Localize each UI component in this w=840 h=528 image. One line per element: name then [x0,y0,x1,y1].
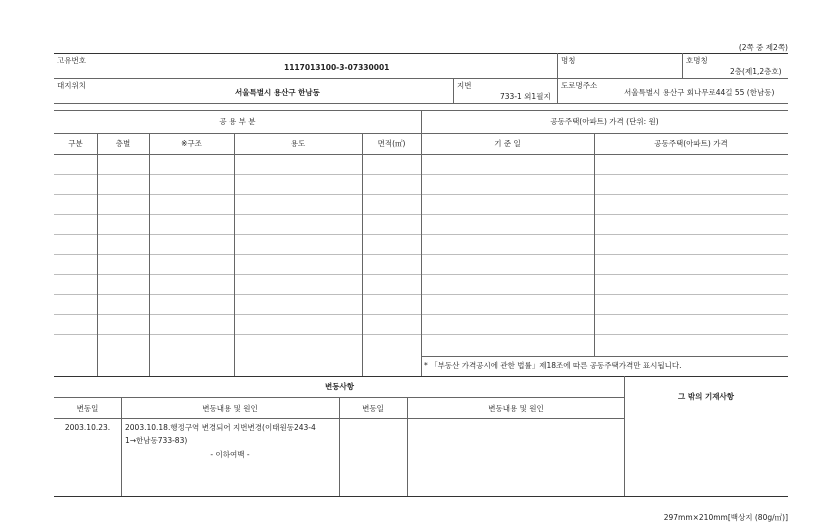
header-bottom-border [54,103,788,104]
col-base-date: 기 준 일 [494,139,521,148]
page-number-note: (2쪽 중 제2쪽) [738,43,788,52]
price-col-divider [594,133,595,356]
changes-title: 변동사항 [325,382,354,391]
paper-spec-footer: 297mm×210mm[백상지 (80g/㎡)] [663,513,788,522]
changes-col-date-1: 변동일 [76,404,99,413]
col-divider-3 [234,133,235,376]
lot-value: 733-1 외1필지 [500,92,551,101]
name-label: 명칭 [561,56,576,65]
unique-no-value: 1117013100-3-07330001 [284,63,390,72]
col-divider-4 [362,133,363,376]
common-bottom-border [54,376,788,377]
price-note-divider [421,356,788,357]
col-division: 구분 [68,139,83,148]
col-divider-2 [149,133,150,376]
col-structure: ※구조 [181,139,202,148]
unique-no-label: 고유번호 [57,56,86,65]
road-address-value: 서울특별시 용산구 회나무로44길 55 (한남동) [624,88,775,97]
change-date: 2003.10.23. [64,423,111,432]
header-divider-name [557,53,558,103]
col-apartment-price: 공동주택(아파트) 가격 [654,139,728,148]
header-top-border [54,53,788,54]
lot-label: 지번 [457,81,472,90]
col-divider-1 [97,133,98,376]
other-section-title: 그 밖의 기재사항 [678,392,734,401]
site-label: 대지위치 [57,81,86,90]
changes-col-content-2: 변동내용 및 원인 [488,404,544,413]
dong-value: 2층(제1,2층호) [730,67,782,76]
changes-col-date-2: 변동일 [362,404,384,413]
common-section-title: 공 용 부 분 [219,117,256,126]
changes-col-content-1: 변동내용 및 원인 [202,404,258,413]
change-content-line-2: 1→한남동733-83) [125,436,188,445]
common-price-divider [421,110,422,376]
price-note: * 「부동산 가격공시에 관한 법률」제18조에 따른 공동주택가격만 표시됩니다. [424,361,682,370]
header-row-divider [54,78,788,79]
col-floor: 층별 [115,139,131,148]
header-divider-dong [682,53,683,78]
col-area: 면적(㎡) [377,139,406,148]
changes-bottom-border [54,496,788,497]
change-content-end-note: - 이하여백 - [210,450,250,459]
dong-label: 호명칭 [686,56,708,65]
site-value: 서울특별시 용산구 한남동 [235,88,320,97]
change-content-line-1: 2003.10.18.행정구역 변경되어 지번변경(이태원동243-4 [125,423,316,432]
header-divider-lot [453,78,454,103]
road-address-label: 도로명주소 [561,81,598,90]
col-usage: 용도 [290,139,306,148]
price-section-title: 공동주택(아파트) 가격 (단위: 원) [550,117,659,126]
